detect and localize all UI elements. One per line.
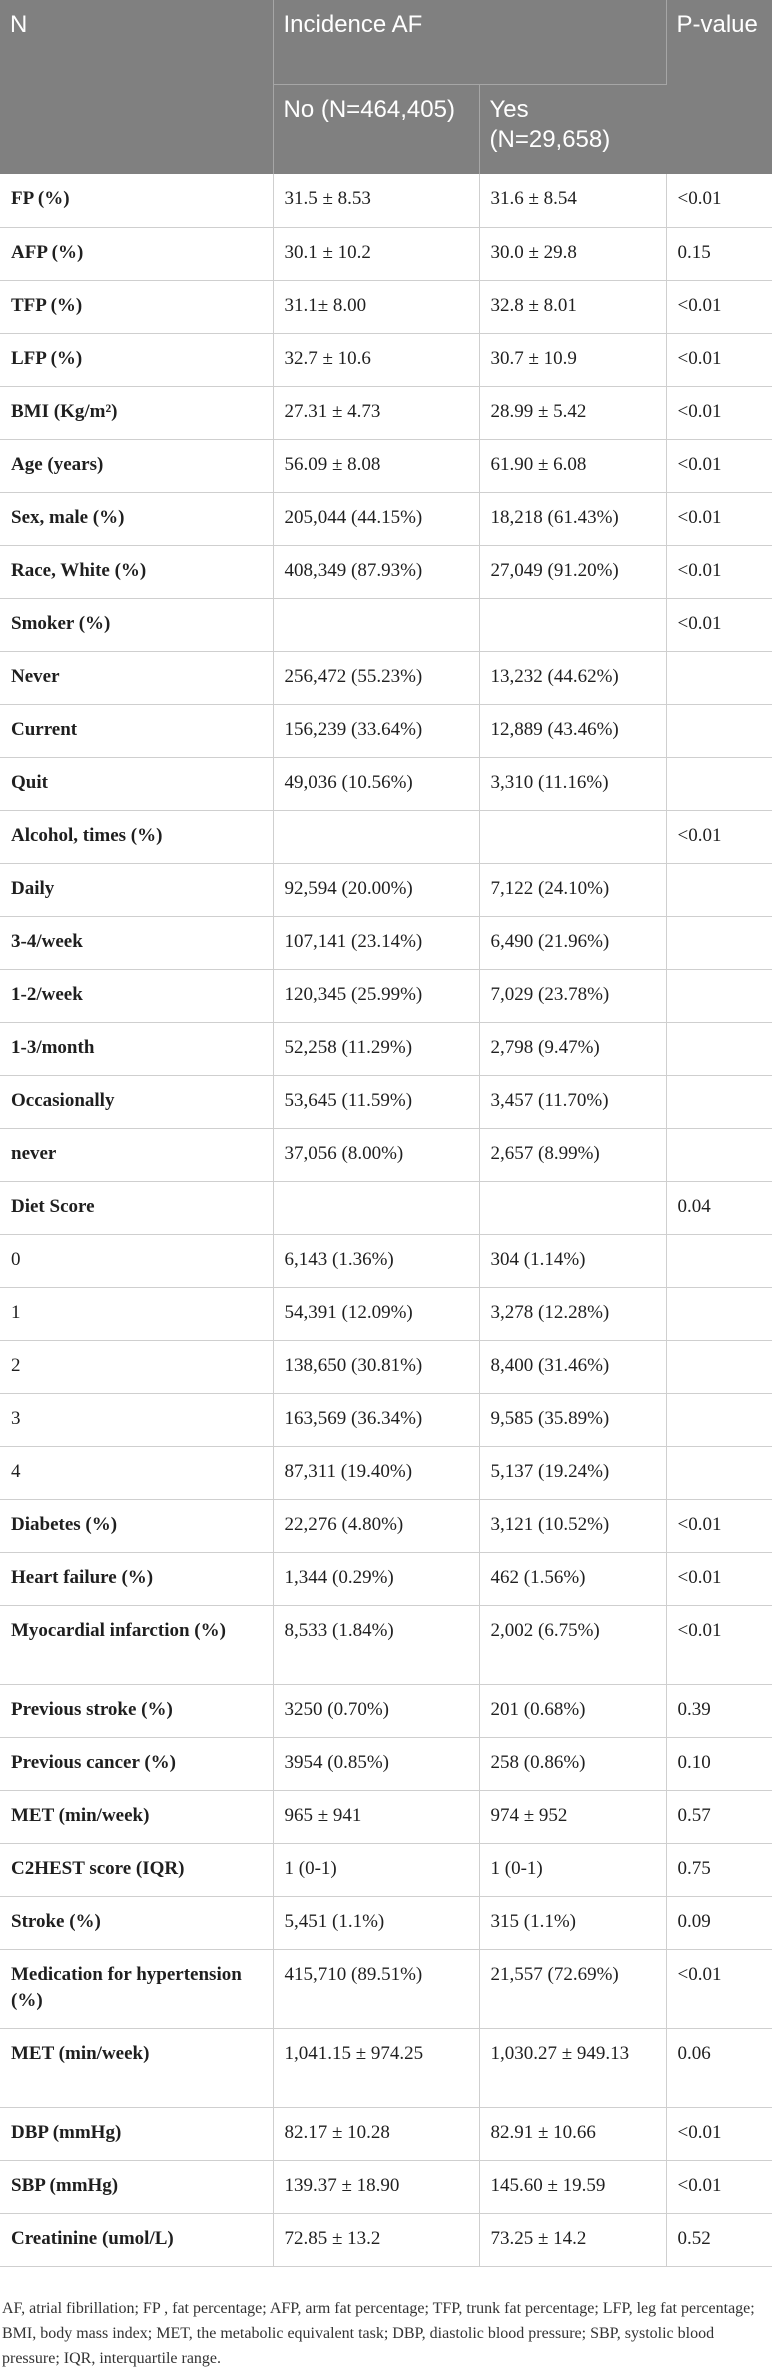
cell-no: 72.85 ± 13.2 [273,2213,479,2266]
cell-no: 3954 (0.85%) [273,1737,479,1790]
cell-p-value: 0.06 [666,2028,772,2107]
row-label: 2 [0,1340,273,1393]
table-row [0,1949,772,2028]
cell-yes: 82.91 ± 10.66 [479,2107,666,2160]
cell-no: 1,041.15 ± 974.25 [273,2028,479,2107]
row-label: Occasionally [0,1075,273,1128]
cell-p-value [666,916,772,969]
table-row [0,386,772,439]
table-row [0,1022,772,1075]
cell-yes: 18,218 (61.43%) [479,492,666,545]
cell-p-value [666,1287,772,1340]
cell-yes: 73.25 ± 14.2 [479,2213,666,2266]
cell-no: 54,391 (12.09%) [273,1287,479,1340]
cell-p-value [666,1393,772,1446]
header-incidence-af: Incidence AF [273,0,666,84]
table-row [0,2213,772,2266]
row-label: SBP (mmHg) [0,2160,273,2213]
table-row [0,280,772,333]
table-row [0,333,772,386]
row-label: 3-4/week [0,916,273,969]
row-label: 1 [0,1287,273,1340]
cell-yes [479,598,666,651]
cell-no: 49,036 (10.56%) [273,757,479,810]
cell-no: 53,645 (11.59%) [273,1075,479,1128]
row-label: Quit [0,757,273,810]
cell-no: 82.17 ± 10.28 [273,2107,479,2160]
cell-yes: 3,457 (11.70%) [479,1075,666,1128]
cell-no: 139.37 ± 18.90 [273,2160,479,2213]
table-row [0,810,772,863]
row-label: MET (min/week) [0,2028,273,2107]
cell-p-value: <0.01 [666,280,772,333]
row-label: Previous cancer (%) [0,1737,273,1790]
cell-yes: 27,049 (91.20%) [479,545,666,598]
cell-p-value: 0.10 [666,1737,772,1790]
table-footnote: AF, atrial fibrillation; FP , fat percentage; AFP, arm fat percentage; TFP, trunk fat percentage; LFP, leg fat percentage; BMI, body mass index; MET, the metabolic equivalent task; DBP, diastolic blood pressure; SBP, systolic blood pressure; IQR, interquartile range. [2,2300,755,2367]
cell-p-value: 0.75 [666,1843,772,1896]
cell-no [273,810,479,863]
cell-no: 965 ± 941 [273,1790,479,1843]
cell-p-value [666,1340,772,1393]
cell-no: 6,143 (1.36%) [273,1234,479,1287]
table-row [0,2160,772,2213]
row-label: Age (years) [0,439,273,492]
cell-yes: 201 (0.68%) [479,1684,666,1737]
cell-yes: 258 (0.86%) [479,1737,666,1790]
cell-p-value [666,757,772,810]
cell-no: 31.5 ± 8.53 [273,174,479,227]
row-label: 4 [0,1446,273,1499]
cell-yes: 145.60 ± 19.59 [479,2160,666,2213]
cell-p-value: <0.01 [666,2160,772,2213]
table-row [0,1234,772,1287]
row-label: Alcohol, times (%) [0,810,273,863]
cell-yes: 974 ± 952 [479,1790,666,1843]
cell-yes: 31.6 ± 8.54 [479,174,666,227]
row-label: Sex, male (%) [0,492,273,545]
cell-p-value: 0.57 [666,1790,772,1843]
table-row [0,2028,772,2107]
cell-p-value: <0.01 [666,598,772,651]
cell-no: 32.7 ± 10.6 [273,333,479,386]
table-row [0,1393,772,1446]
cell-yes: 1,030.27 ± 949.13 [479,2028,666,2107]
row-label: 1-2/week [0,969,273,1022]
cell-no: 205,044 (44.15%) [273,492,479,545]
cell-yes: 9,585 (35.89%) [479,1393,666,1446]
cell-p-value: <0.01 [666,1552,772,1605]
header-row-top [0,0,772,84]
table-row [0,2107,772,2160]
cell-p-value [666,1128,772,1181]
table-row [0,1340,772,1393]
cell-no: 408,349 (87.93%) [273,545,479,598]
row-label: Previous stroke (%) [0,1684,273,1737]
cell-no: 3250 (0.70%) [273,1684,479,1737]
header-no: No (N=464,405) [273,84,479,174]
row-label: Diabetes (%) [0,1499,273,1552]
cell-no: 52,258 (11.29%) [273,1022,479,1075]
table-row [0,757,772,810]
cell-no [273,598,479,651]
cell-p-value: 0.09 [666,1896,772,1949]
table-row [0,1552,772,1605]
cell-no: 92,594 (20.00%) [273,863,479,916]
cell-p-value [666,651,772,704]
cell-p-value: <0.01 [666,386,772,439]
cell-p-value: <0.01 [666,174,772,227]
table-body [0,174,772,2266]
cell-yes: 12,889 (43.46%) [479,704,666,757]
row-label: MET (min/week) [0,1790,273,1843]
row-label: DBP (mmHg) [0,2107,273,2160]
table-row [0,492,772,545]
cell-p-value: <0.01 [666,439,772,492]
cell-yes: 304 (1.14%) [479,1234,666,1287]
cell-p-value: 0.04 [666,1181,772,1234]
row-label: Medication for hypertension (%) [0,1949,273,2028]
table-row [0,439,772,492]
cell-p-value: <0.01 [666,810,772,863]
cell-yes: 30.0 ± 29.8 [479,227,666,280]
cell-p-value [666,1234,772,1287]
cell-no: 8,533 (1.84%) [273,1605,479,1684]
cell-yes: 28.99 ± 5.42 [479,386,666,439]
cell-yes: 8,400 (31.46%) [479,1340,666,1393]
row-label: Myocardial infarction (%) [0,1605,273,1684]
row-label: FP (%) [0,174,273,227]
cell-yes: 21,557 (72.69%) [479,1949,666,2028]
cell-yes: 3,121 (10.52%) [479,1499,666,1552]
table-row [0,1446,772,1499]
cell-no: 138,650 (30.81%) [273,1340,479,1393]
cell-yes [479,810,666,863]
cell-yes: 462 (1.56%) [479,1552,666,1605]
cell-no [273,1181,479,1234]
cell-no: 56.09 ± 8.08 [273,439,479,492]
table-row [0,1737,772,1790]
row-label: never [0,1128,273,1181]
cell-no: 120,345 (25.99%) [273,969,479,1022]
row-label: LFP (%) [0,333,273,386]
cell-p-value: <0.01 [666,2107,772,2160]
row-label: 1-3/month [0,1022,273,1075]
cell-p-value [666,1446,772,1499]
cell-p-value: <0.01 [666,1499,772,1552]
table-row [0,1181,772,1234]
row-label: C2HEST score (IQR) [0,1843,273,1896]
table-row [0,863,772,916]
row-label: Heart failure (%) [0,1552,273,1605]
header-yes: Yes (N=29,658) [479,84,666,174]
cell-p-value: 0.39 [666,1684,772,1737]
cell-yes: 3,278 (12.28%) [479,1287,666,1340]
cell-no: 87,311 (19.40%) [273,1446,479,1499]
cell-yes: 2,002 (6.75%) [479,1605,666,1684]
table-row [0,174,772,227]
cell-p-value: <0.01 [666,492,772,545]
cell-no: 30.1 ± 10.2 [273,227,479,280]
table-row [0,227,772,280]
table-row [0,1075,772,1128]
cell-p-value: <0.01 [666,1949,772,2028]
header-n: N [0,0,273,174]
cell-yes: 2,798 (9.47%) [479,1022,666,1075]
table-row [0,969,772,1022]
row-label: 3 [0,1393,273,1446]
cell-no: 256,472 (55.23%) [273,651,479,704]
cell-p-value [666,704,772,757]
table-row [0,1896,772,1949]
cell-no: 31.1± 8.00 [273,280,479,333]
cell-yes: 315 (1.1%) [479,1896,666,1949]
cell-yes: 2,657 (8.99%) [479,1128,666,1181]
table-row [0,1499,772,1552]
row-label: Creatinine (umol/L) [0,2213,273,2266]
table-row [0,1790,772,1843]
row-label: Current [0,704,273,757]
table-row [0,598,772,651]
row-label: 0 [0,1234,273,1287]
cell-no: 415,710 (89.51%) [273,1949,479,2028]
row-label: BMI (Kg/m²) [0,386,273,439]
cell-yes: 1 (0-1) [479,1843,666,1896]
row-label: Stroke (%) [0,1896,273,1949]
table-row [0,1684,772,1737]
header-p-value: P-value [666,0,772,174]
row-label: AFP (%) [0,227,273,280]
table-row [0,1128,772,1181]
table-row [0,1843,772,1896]
cell-yes [479,1181,666,1234]
row-label: Smoker (%) [0,598,273,651]
cell-yes: 3,310 (11.16%) [479,757,666,810]
cell-p-value: 0.52 [666,2213,772,2266]
table-row [0,651,772,704]
cell-no: 5,451 (1.1%) [273,1896,479,1949]
cell-p-value: <0.01 [666,545,772,598]
table-row [0,1605,772,1684]
cell-p-value: 0.15 [666,227,772,280]
cell-no: 1,344 (0.29%) [273,1552,479,1605]
row-label: Race, White (%) [0,545,273,598]
cell-p-value [666,969,772,1022]
cell-no: 156,239 (33.64%) [273,704,479,757]
cell-yes: 7,122 (24.10%) [479,863,666,916]
cell-p-value [666,1022,772,1075]
cell-yes: 30.7 ± 10.9 [479,333,666,386]
cell-no: 1 (0-1) [273,1843,479,1896]
table-row [0,1287,772,1340]
cell-no: 27.31 ± 4.73 [273,386,479,439]
cell-yes: 7,029 (23.78%) [479,969,666,1022]
table-row [0,916,772,969]
cell-no: 37,056 (8.00%) [273,1128,479,1181]
row-label: Diet Score [0,1181,273,1234]
cell-yes: 32.8 ± 8.01 [479,280,666,333]
row-label: TFP (%) [0,280,273,333]
cell-no: 107,141 (23.14%) [273,916,479,969]
cell-yes: 61.90 ± 6.08 [479,439,666,492]
cell-p-value: <0.01 [666,1605,772,1684]
cell-no: 163,569 (36.34%) [273,1393,479,1446]
row-label: Never [0,651,273,704]
table-row [0,704,772,757]
row-label: Daily [0,863,273,916]
cell-yes: 5,137 (19.24%) [479,1446,666,1499]
cell-no: 22,276 (4.80%) [273,1499,479,1552]
cell-p-value: <0.01 [666,333,772,386]
table-row [0,545,772,598]
cell-p-value [666,863,772,916]
cell-yes: 6,490 (21.96%) [479,916,666,969]
cell-p-value [666,1075,772,1128]
cell-yes: 13,232 (44.62%) [479,651,666,704]
